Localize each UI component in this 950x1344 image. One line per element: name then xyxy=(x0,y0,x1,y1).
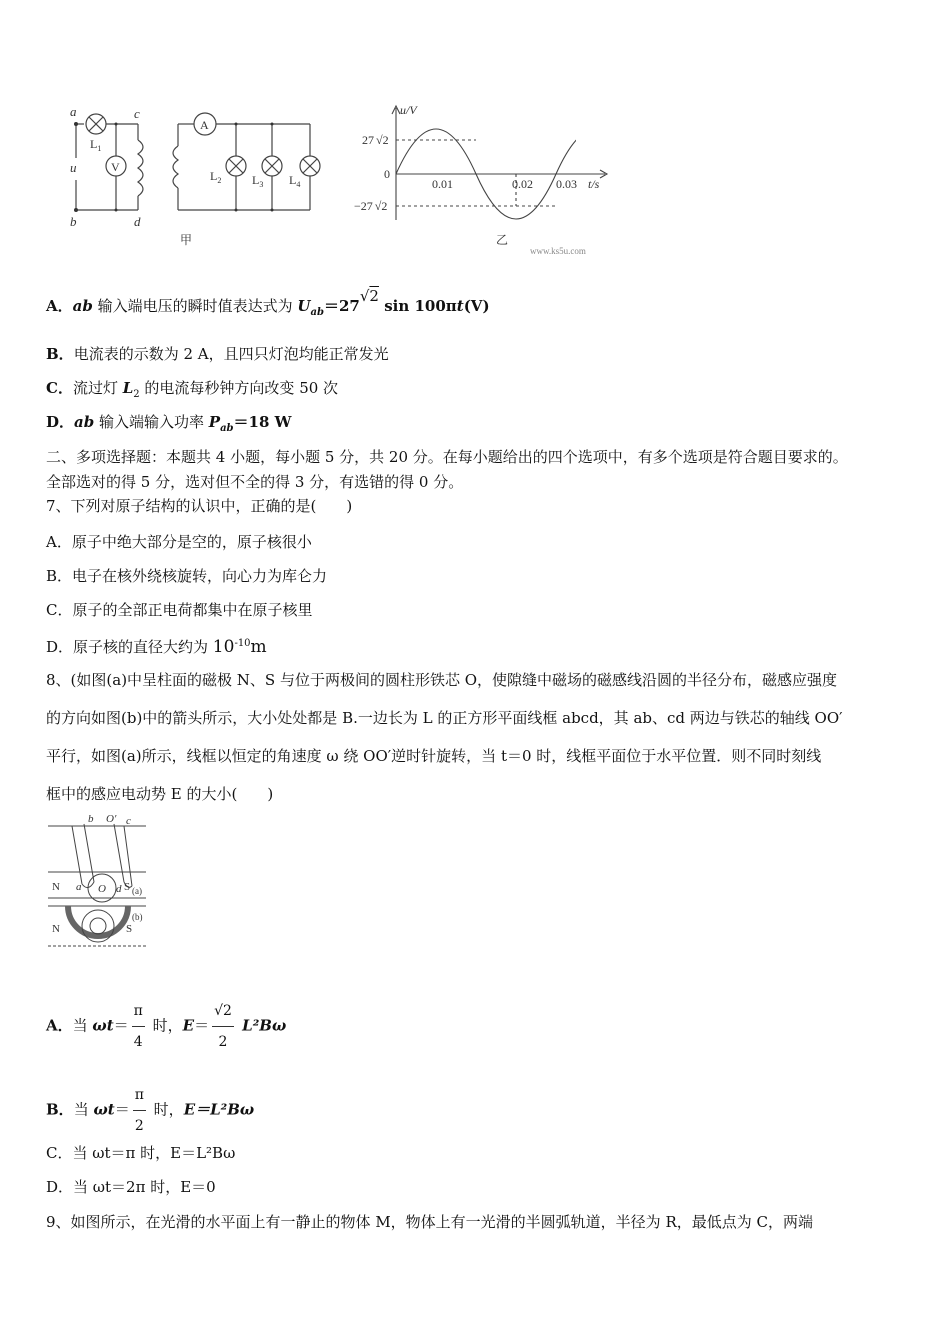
fig8-label-n-bottom: N xyxy=(52,923,60,935)
voltmeter-label: V xyxy=(111,160,120,174)
q6-option-a: A．ab 输入端电压的瞬时值表达式为 $U_{ab}=27√2$ sin 100πt(V) xyxy=(46,287,490,318)
fig8-label-n-top: N xyxy=(52,881,60,893)
fig8-label-b-caption: (b) xyxy=(132,912,143,922)
q6-option-b: B．电流表的示数为 2 A，且四只灯泡均能正常发光 xyxy=(46,345,389,363)
caption-jia: 甲 xyxy=(180,233,193,247)
fig8-label-s-bottom: S xyxy=(126,923,133,935)
q8-option-d: D．当 ωt＝2π 时，E＝0 xyxy=(46,1178,216,1196)
q6-option-d: D．ab 输入端输入功率 $P_{ab}=18$ W xyxy=(46,413,292,434)
q7-stem: 7、下列对原子结构的认识中，正确的是( ) xyxy=(46,497,353,515)
fig8-label-o1: O′ xyxy=(106,814,117,825)
q8-option-b: B．当 ωt＝ $\frac{\pi}{2}$ 时，E＝L²Bω xyxy=(46,1080,910,1141)
label-L1: $L_1$ xyxy=(90,137,102,153)
tick-0-02: 0.02 xyxy=(512,177,533,191)
q8-stem-line2: 的方向如图(b)中的箭头所示，大小处处都是 B.一边长为 L 的正方形平面线框 abcd，其 ab、cd 两边与铁芯的轴线 OO′ xyxy=(46,709,843,727)
tick-0-01: 0.01 xyxy=(432,177,453,191)
y-min-label: −27 √2 xyxy=(354,199,388,213)
caption-yi: 乙 xyxy=(496,233,509,247)
label-c: c xyxy=(134,106,140,121)
q8-option-a: A．当 ωt＝ $\frac{\pi}{4}$ 时，E＝ $\frac{√2}{2}$ L²Bω xyxy=(46,996,910,1057)
tick-0-03: 0.03 xyxy=(556,177,577,191)
magnet-figure xyxy=(44,814,154,954)
q7-option-d: D．原子核的直径大约为 $10^{-10}m$ xyxy=(46,637,267,657)
section2-line1: 二、多项选择题：本题共 4 小题，每小题 5 分，共 20 分。在每小题给出的四个选项中，有多个选项是符合题目要求的。 xyxy=(46,448,848,466)
x-axis-label: t/s xyxy=(588,177,600,191)
y-max-label: 27 √2 xyxy=(362,133,389,147)
fig8-label-b: b xyxy=(88,814,94,825)
label-L2: $L_2$ xyxy=(210,169,222,185)
q8-stem-line1: 8、(如图(a)中呈柱面的磁极 N、S 与位于两极间的圆柱形铁芯 O，使隙缝中磁场的磁感线沿圆的半径分布，磁感应强度 xyxy=(46,671,838,689)
fig8-label-c: c xyxy=(126,815,131,827)
circuit-figure xyxy=(60,100,620,260)
q7-option-a: A．原子中绝大部分是空的，原子核很小 xyxy=(46,533,312,551)
ammeter-label: A xyxy=(200,118,209,132)
label-b: b xyxy=(70,214,77,229)
label-u: u xyxy=(70,160,77,175)
fig8-label-o: O xyxy=(98,883,106,895)
label-a: a xyxy=(70,104,77,119)
fig8-label-s-top: S xyxy=(124,881,131,893)
q7-option-c: C．原子的全部正电荷都集中在原子核里 xyxy=(46,601,313,619)
q6-option-c: C．流过灯 $L_2$ 的电流每秒钟方向改变 50 次 xyxy=(46,379,339,400)
label-d: d xyxy=(134,214,141,229)
label-L4: $L_4$ xyxy=(289,173,301,189)
q7-option-b: B．电子在核外绕核旋转，向心力为库仑力 xyxy=(46,567,328,585)
q8-option-c: C．当 ωt＝π 时，E＝L²Bω xyxy=(46,1144,236,1162)
fig8-label-a: a xyxy=(76,881,82,893)
watermark: www.ks5u.com xyxy=(530,246,586,256)
fig8-label-d: d xyxy=(116,883,122,895)
q9-stem: 9、如图所示，在光滑的水平面上有一静止的物体 M，物体上有一光滑的半圆弧轨道，半径为 R，最低点为 C，两端 xyxy=(46,1213,813,1231)
y-axis-label: u/V xyxy=(400,103,417,117)
origin-label: 0 xyxy=(384,167,390,181)
q8-stem-line4: 框中的感应电动势 E 的大小( ) xyxy=(46,785,274,803)
section2-line2: 全部选对的得 5 分，选对但不全的得 3 分，有选错的得 0 分。 xyxy=(46,473,464,491)
label-L3: $L_3$ xyxy=(252,173,264,189)
fig8-label-a-caption: (a) xyxy=(132,886,142,896)
q8-stem-line3: 平行，如图(a)所示，线框以恒定的角速度 ω 绕 OO′逆时针旋转，当 t＝0 时，线框平面位于水平位置．则不同时刻线 xyxy=(46,747,822,765)
